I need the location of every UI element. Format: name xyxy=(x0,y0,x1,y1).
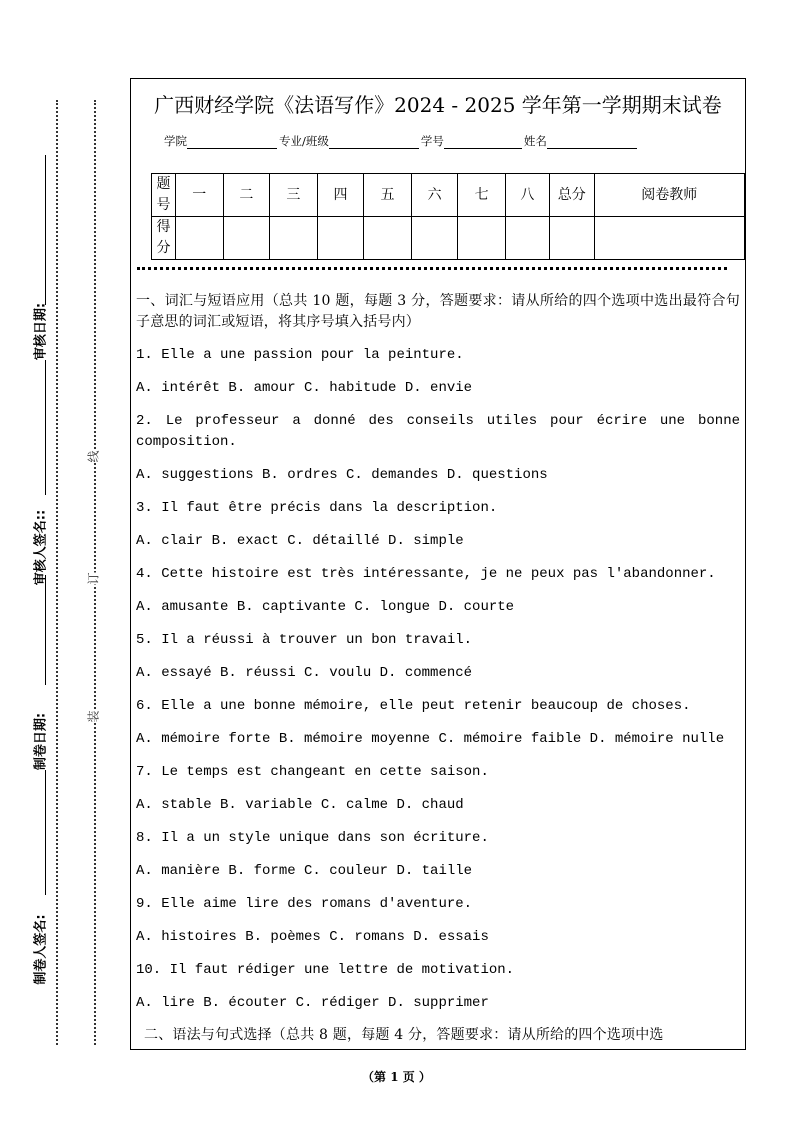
major-class-label: 专业/班级 xyxy=(279,134,329,148)
col-3: 三 xyxy=(270,174,318,217)
question-text: 3. Il faut être précis dans la description. xyxy=(136,500,498,516)
col-4: 四 xyxy=(317,174,364,217)
reviewer-signature-label: 审核人签名:: xyxy=(33,509,49,586)
margin-underline xyxy=(45,575,46,685)
score-table xyxy=(151,173,745,260)
col-grader: 阅卷教师 xyxy=(594,174,744,217)
question-list xyxy=(136,345,740,1014)
answer-options: A. intérêt B. amour C. habitude D. envie xyxy=(136,380,473,396)
answer-options: A. manière B. forme C. couleur D. taille xyxy=(136,863,473,879)
question-text: 1. Elle a une passion pour la peinture. xyxy=(136,347,464,363)
question-text: 7. Le temps est changeant en cette saison. xyxy=(136,764,489,780)
question-text: 4. Cette histoire est très intéressante, je ne peux pas l'abandonner. xyxy=(136,566,716,582)
score-cell[interactable] xyxy=(549,217,594,260)
binding-mark-staple: 订 xyxy=(86,572,101,585)
col-5: 五 xyxy=(364,174,412,217)
name-label: 姓名 xyxy=(523,134,547,148)
answer-options: A. lire B. écouter C. rédiger D. supprimer xyxy=(136,995,489,1011)
score-row-header: 得分 xyxy=(152,217,176,260)
prepared-date-label: 制卷日期: xyxy=(33,712,49,771)
binding-mark-line: 线 xyxy=(86,450,101,463)
college-field[interactable] xyxy=(187,136,277,149)
binding-mark-bind: 装 xyxy=(86,710,101,723)
col-total: 总分 xyxy=(549,174,594,217)
question-text: 5. Il a réussi à trouver un bon travail. xyxy=(136,632,473,648)
college-label: 学院 xyxy=(164,134,187,148)
exam-frame xyxy=(130,78,746,1050)
question-text: 8. Il a un style unique dans son écriture. xyxy=(136,830,489,846)
col-8: 八 xyxy=(505,174,549,217)
section-2-heading: 二、语法与句式选择（总共 8 题，每题 4 分，答题要求：请从所给的四个选项中选 xyxy=(144,1027,664,1043)
preparer-signature-label: 制卷人签名: xyxy=(33,914,49,985)
margin-underline xyxy=(45,770,46,895)
col-2: 二 xyxy=(223,174,270,217)
col-1: 一 xyxy=(176,174,224,217)
margin-underline xyxy=(45,360,46,495)
answer-options: A. histoires B. poèmes C. romans D. essais xyxy=(136,929,489,945)
score-cell[interactable] xyxy=(594,217,744,260)
question-text: 2. Le professeur a donné des conseils utiles pour écrire une bonne composition. xyxy=(136,413,740,450)
student-info-fields xyxy=(164,133,639,149)
answer-options: A. amusante B. captivante C. longue D. courte xyxy=(136,599,515,615)
answer-options: A. essayé B. réussi C. voulu D. commencé xyxy=(136,665,473,681)
student-id-field[interactable] xyxy=(444,136,522,149)
question-text: 9. Elle aime lire des romans d'aventure. xyxy=(136,896,473,912)
question-text: 10. Il faut rédiger une lettre de motivation. xyxy=(136,962,515,978)
section-1-heading: 一、词汇与短语应用（总共 10 题，每题 3 分，答题要求：请从所给的四个选项中选出最符合句子意思的词汇或短语，将其序号填入括号内） xyxy=(136,293,740,330)
review-date-label: 审核日期: xyxy=(33,302,49,361)
score-cell[interactable] xyxy=(505,217,549,260)
col-7: 七 xyxy=(458,174,506,217)
score-cell[interactable] xyxy=(411,217,458,260)
margin-underline xyxy=(45,155,46,305)
score-cell[interactable] xyxy=(458,217,506,260)
question-text: 6. Elle a une bonne mémoire, elle peut retenir beaucoup de choses. xyxy=(136,698,691,714)
score-cell[interactable] xyxy=(270,217,318,260)
answer-options: A. stable B. variable C. calme D. chaud xyxy=(136,797,464,813)
major-class-field[interactable] xyxy=(329,136,419,149)
answer-options: A. mémoire forte B. mémoire moyenne C. mémoire faible D. mémoire nulle xyxy=(136,731,725,747)
name-field[interactable] xyxy=(547,136,637,149)
score-cell[interactable] xyxy=(364,217,412,260)
dotted-separator xyxy=(137,267,727,270)
answer-options: A. clair B. exact C. détaillé D. simple xyxy=(136,533,464,549)
score-cell[interactable] xyxy=(223,217,270,260)
student-id-label: 学号 xyxy=(420,134,444,148)
question-number-header: 题号 xyxy=(152,174,176,217)
col-6: 六 xyxy=(411,174,458,217)
answer-options: A. suggestions B. ordres C. demandes D. questions xyxy=(136,467,548,483)
page-number: （第 1 页 ） xyxy=(362,1070,431,1084)
score-cell[interactable] xyxy=(176,217,224,260)
score-cell[interactable] xyxy=(317,217,364,260)
exam-title: 广西财经学院《法语写作》2024 - 2025 学年第一学期期末试卷 xyxy=(154,93,722,117)
margin-dotted-line-outer xyxy=(56,100,58,1045)
section-1 xyxy=(136,291,740,1046)
